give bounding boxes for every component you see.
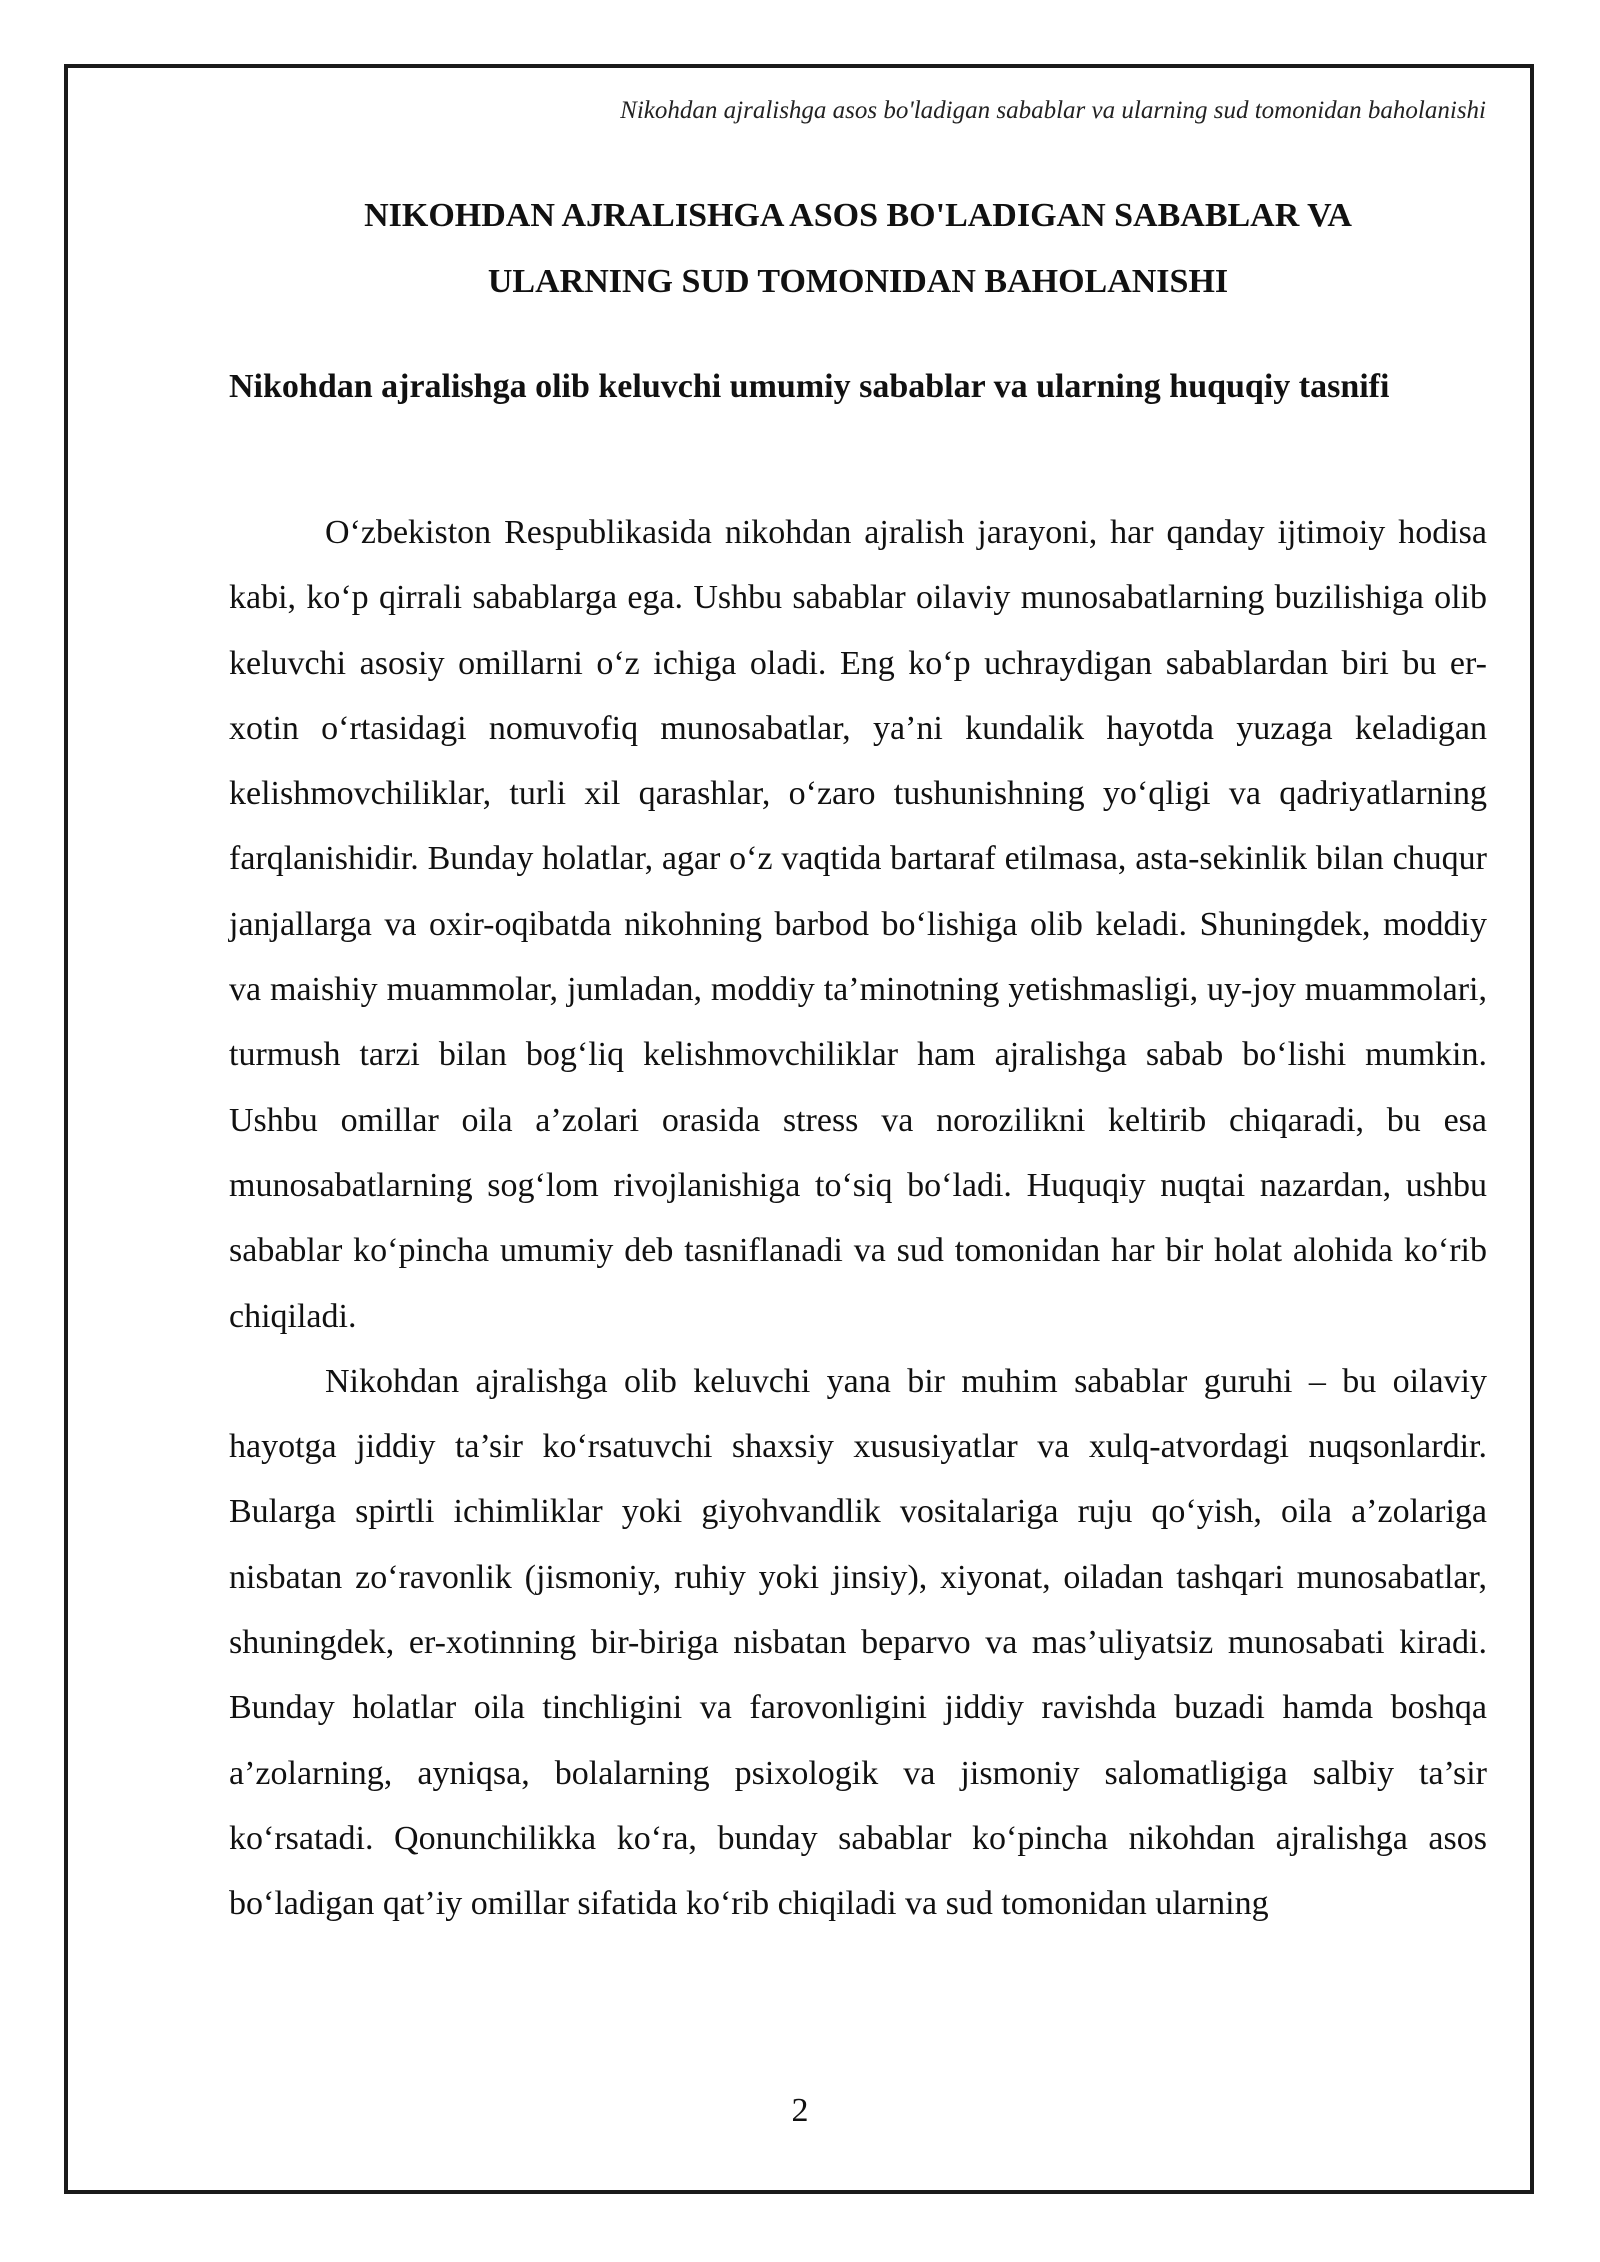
document-title bbox=[229, 183, 1487, 315]
running-header: Nikohdan ajralishga asos bo'ladigan sabablar va ularning sud tomonidan baholanishi bbox=[620, 97, 1486, 124]
document-title-line-2: ULARNING SUD TOMONIDAN BAHOLANISHI bbox=[487, 263, 1229, 300]
document-title-line-1: NIKOHDAN AJRALISHGA ASOS BO'LADIGAN SABABLAR VA bbox=[364, 197, 1352, 234]
body-text bbox=[229, 500, 1487, 1937]
paragraph-1: O‘zbekiston Respublikasida nikohdan ajralish jarayoni, har qanday ijtimoiy hodisa kabi, ko‘p qirrali sabablarga ega. Ushbu sabablar oilaviy munosabatlarning buzilishiga olib keluvchi asosiy omillarni o‘z ichiga oladi. Eng ko‘p uchraydigan sabablardan biri bu er-xotin o‘rtasidagi nomuvofiq munosabatlar, ya’ni kundalik hayotda yuzaga keladigan kelishmovchiliklar, turli xil qarashlar, o‘zaro tushunishning yo‘qligi va qadriyatlarning farqlanishidir. Bunday holatlar, agar o‘z vaqtida bartaraf etilmasa, asta-sekinlik bilan chuqur janjallarga va oxir-oqibatda nikohning barbod bo‘lishiga olib keladi. Shuningdek, moddiy va maishiy muammolar, jumladan, moddiy ta’minotning yetishmasligi, uy-joy muammolari, turmush tarzi bilan bog‘liq kelishmovchiliklar ham ajralishga sabab bo‘lishi mumkin. Ushbu omillar oila a’zolari orasida stress va norozilikni keltirib chiqaradi, bu esa munosabatlarning sog‘lom rivojlanishiga to‘siq bo‘ladi. Huquqiy nuqtai nazardan, ushbu sabablar ko‘pincha umumiy deb tasniflanadi va sud tomonidan har bir holat alohida ko‘rib chiqiladi. bbox=[229, 514, 1487, 1335]
paragraph-2: Nikohdan ajralishga olib keluvchi yana bir muhim sabablar guruhi – bu oilaviy hayotga jiddiy ta’sir ko‘rsatuvchi shaxsiy xususiyatlar va xulq-atvordagi nuqsonlardir. Bularga spirtli ichimliklar yoki giyohvandlik vositalariga ruju qo‘yish, oila a’zolariga nisbatan zo‘ravonlik (jismoniy, ruhiy yoki jinsiy), xiyonat, oiladan tashqari munosabatlar, shuningdek, er-xotinning bir-biriga nisbatan beparvo va mas’uliyatsiz munosabati kiradi. Bunday holatlar oila tinchligini va farovonligini jiddiy ravishda buzadi hamda boshqa a’zolarning, ayniqsa, bolalarning psixologik va jismoniy salomatligiga salbiy ta’sir ko‘rsatadi. Qonunchilikka ko‘ra, bunday sabablar ko‘pincha nikohdan ajralishga asos bo‘ladigan qat’iy omillar sifatida ko‘rib chiqiladi va sud tomonidan ularning bbox=[229, 1362, 1487, 1923]
section-heading: Nikohdan ajralishga olib keluvchi umumiy sabablar va ularning huquqiy tasnifi bbox=[229, 368, 1390, 405]
page-number: 2 bbox=[791, 2092, 809, 2129]
